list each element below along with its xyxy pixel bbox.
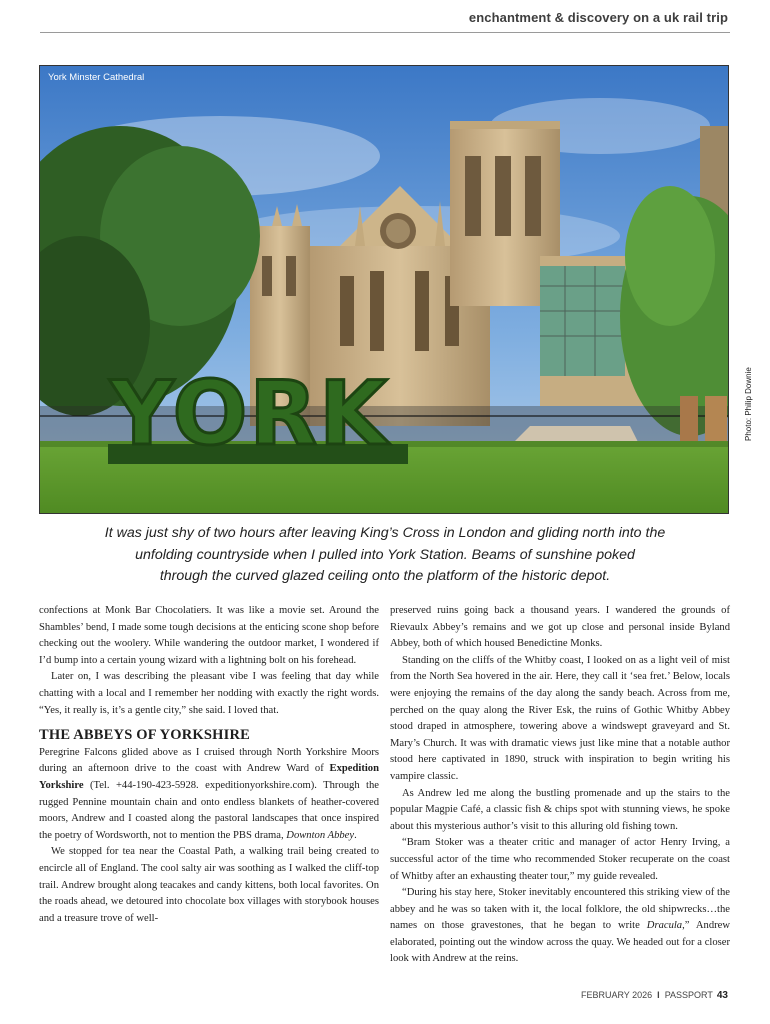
text-run: (Tel. +44-190-423-5928. expeditionyorkshire.com). Through the rugged Pennine mountain chain and onto endless blankets of heather-covered moors, Andrew and I coasted along the pastoral landscapes that once inspired the poetry of Wordsworth, not to mention the PBS drama, [39,779,379,841]
caption-line: through the curved glazed ceiling onto the platform of the historic depot. [159,568,611,584]
paragraph [39,745,379,845]
issue-date: FEBRUARY 2026 [580,990,653,1000]
magazine-name: PASSPORT [664,990,713,1000]
paragraph [390,885,730,968]
paragraph: As Andrew led me along the bustling promenade and up the stairs to the popular Magpie Café, a classic fish & chips spot with stunning views, he spoke about this mysterious author’s visit to this alluring old fishing town. [390,787,730,832]
photo-credit: Photo: Philip Downie [744,367,753,441]
caption-line: It was just shy of two hours after leaving King’s Cross in London and gliding north into the [104,525,666,541]
page-footer [581,990,728,1001]
text-run: Peregrine Falcons glided above as I cruised through North Yorkshire Moors during an afternoon drive to the coast with Andrew Ward of [39,746,379,775]
left-column [39,603,379,927]
caption-line: unfolding countryside when I pulled into York Station. Beams of sunshine poked [135,546,635,563]
photo-caption [60,523,710,588]
paragraph: preserved ruins going back a thousand years. I wandered the grounds of Rievaulx Abbey’s remains and we got up close and personal inside Byland Abbey, both of which housed Benedictine Monks. [390,605,730,650]
running-head: enchantment & discovery on a uk rail trip [468,10,728,25]
paragraph: We stopped for tea near the Coastal Path, a walking trail being created to encircle all of England. The cool salty air was soothing as I walked the cliff-top trail. Andrew brought along teacakes and candy kittens, both local favorites. On the roads ahead, we detoured into chocolate box villages with storybook houses and a treasure trove of well- [39,846,379,924]
show-title: Downton Abbey [286,829,355,841]
section-heading: THE ABBEYS OF YORKSHIRE [39,727,251,744]
york-minster-photo [39,65,729,514]
text-run: ,” Andrew elaborated, pointing out the window across the quay. We headed out for a closer look with Andrew at the reins. [390,920,730,965]
york-topiary: YORK [110,362,390,465]
header-rule [40,32,730,33]
book-title: Dracula [646,920,683,932]
page-number: 43 [716,990,728,1001]
business-name: Expedition Yorkshire [39,763,379,791]
text-run: . [354,829,357,841]
right-column [390,603,730,968]
paragraph: Standing on the cliffs of the Whitby coast, I looked on as a light veil of mist from the North Sea hovered in the air. Here, they call it ‘sea fret.’ Below, locals were enjoying the remains of the day along the sandy beach. Across from me, perched on the quay along the River Esk, the ruins of Gothic Whitby Abbey stood draped in atmosphere, towering above a windswept graveyard and St. Mary’s Church. It was with dramatic views just like mine that a notable author stood here captivated in 1890, struck with inspiration to begin writing his vampire classic. [390,654,730,782]
paragraph: confections at Monk Bar Chocolatiers. It was like a movie set. Around the Shambles’ bend, I made some tough decisions at the enticing scone shop before checking out the woolery. While wandering the outdoor market, I wondered if I’d bump into a certain young wizard with a lightning bolt on his forehead. [39,605,379,666]
photo-label: York Minster Cathedral [48,72,145,83]
paragraph: “Bram Stoker was a theater critic and manager of actor Henry Irving, a successful actor of the time who recommended Stoker recuperate on the coast of Whitby after an exhausting theater tour,” my guide revealed. [390,837,730,882]
text-run: “During his stay here, Stoker inevitably encountered this striking view of the abbey and he was so taken with it, the local folklore, the old shipwrecks…the names on those gravestones, that he began to write [390,887,730,932]
footer-separator: I [657,990,660,1000]
paragraph: Later on, I was describing the pleasant vibe I was feeling that day while chatting with a local and I remember her nodding with exactly the right words. “Yes, it really is, it’s a gentle city,” she said. I loved that. [39,671,379,716]
